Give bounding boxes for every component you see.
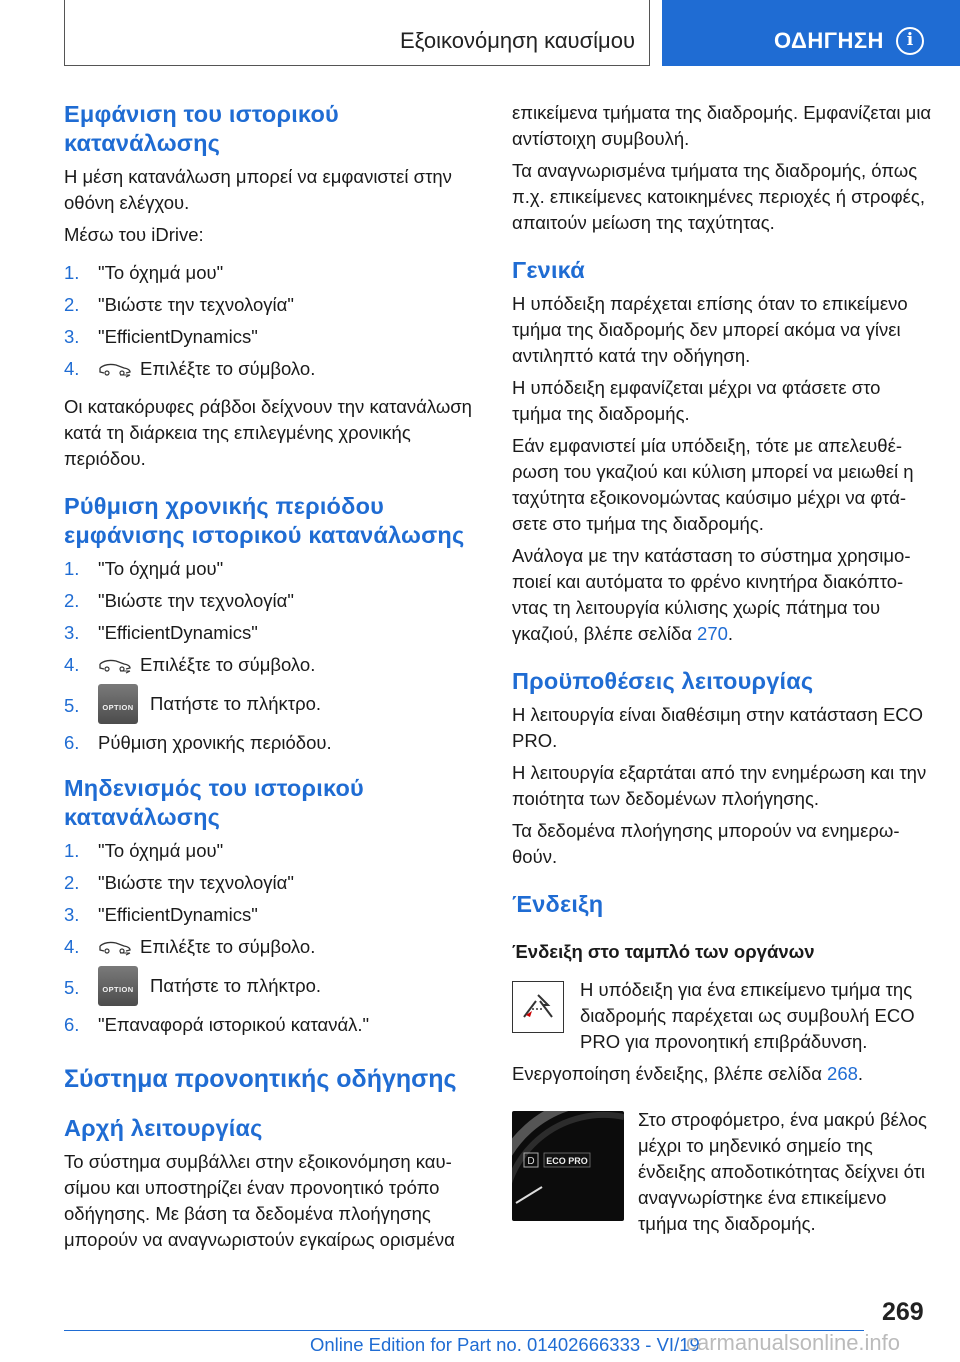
steps-list-2 [64, 556, 484, 756]
efficient-dynamics-car-icon [98, 362, 132, 378]
header-section-box [64, 0, 650, 66]
paragraph: Το σύστημα συμβάλλει στην εξοικονόμηση καυσίμου και υποστηρίζει έναν προνοητικό τρόπο οδήγησης. Με βάση τα δεδομένα πλοήγησης μπορούν να αναγνωριστούν εγκαίρως ορισμένα [64, 1151, 455, 1250]
paragraph: Ενεργοποίηση ένδειξης, βλέπε σελίδα 268. [512, 1063, 864, 1084]
list-item: 5. OPTION Πατήστε το πλήκτρο. [64, 684, 484, 724]
page-link-270[interactable]: 270 [697, 623, 728, 644]
option-button-icon: OPTION [98, 966, 138, 1006]
cluster-tip-row [512, 977, 932, 1055]
paragraph: Οι κατακόρυφες ράβδοι δείχνουν την κατανάλωση κατά τη διάρκεια της επιλεγμένης χρονικής περιόδου. [64, 396, 472, 469]
list-item: 4. Επιλέξτε το σύμβολο. [64, 936, 316, 957]
list-item: 5. OPTION Πατήστε το πλήκτρο. [64, 966, 484, 1006]
list-item: 4. Επιλέξτε το σύμβολο. [64, 358, 316, 379]
list-item: 2. "Βιώστε την τεχνολογία" [64, 590, 294, 611]
watermark: carmanualsonline.info [686, 1330, 901, 1355]
list-item: 1. "Το όχημά μου" [64, 840, 224, 861]
tachometer-image [512, 1111, 624, 1221]
paragraph: Μέσω του iDrive: [64, 224, 204, 245]
gear-indicator: D [527, 1156, 535, 1167]
steps-list-3 [64, 838, 484, 1038]
list-item: 3. "EfficientDynamics" [64, 622, 258, 643]
anticipatory-assistant-icon [512, 981, 564, 1033]
list-item: 2. "Βιώστε την τεχνολογία" [64, 872, 294, 893]
list-item: 2. "Βιώστε την τεχνολογία" [64, 294, 294, 315]
paragraph: Στο στροφόμετρο, ένα μακρύ βέλος μέχρι το μηδενικό σημείο της ένδειξης αποδοτικότητας δείχνει ότι αναγνωρίστηκε ένα επικείμενο τμήμα της διαδρομής. [638, 1109, 927, 1234]
paragraph: Η υπόδειξη παρέχεται επίσης όταν το επικείμενο τμήμα της διαδρομής δεν μπορεί ακόμα να γίνει αντιληπτό κατά την οδήγηση. [512, 293, 908, 366]
header-section-title: Εξοικονόμηση καυσίμου [400, 28, 635, 53]
heading-display-history: Εμφάνιση του ιστορικού κατανάλωσης [64, 101, 339, 156]
paragraph: Τα δεδομένα πλοήγησης μπορούν να ενημερωθούν. [512, 820, 900, 867]
efficient-dynamics-car-icon [98, 940, 132, 956]
header-chapter-title: ΟΔΗΓΗΣΗ [774, 28, 884, 53]
paragraph: Η λειτουργία εξαρτάται από την ενημέρωση και την ποιότητα των δεδομένων πλοήγησης. [512, 762, 927, 809]
paragraph: Ανάλογα με την κατάσταση το σύστημα χρησιμοποιεί και αυτόματα το φρένο κινητήρα διακόπτοντας τη λειτουργία κύλισης χωρίς πάτημα του γκαζιού, βλέπε σελίδα 270. [512, 545, 911, 644]
heading-anticipatory-system: Σύστημα προνοητικής οδήγησης [64, 1065, 457, 1093]
paragraph: Εάν εμφανιστεί μία υπόδειξη, τότε με απελευθέρωση του γκαζιού και κύλιση μπορεί να μειωθεί η ταχύτητα εξοικονομώντας καύσιμο μέχρι να φτάσετε στο τμήμα της διαδρομής. [512, 435, 914, 534]
info-icon[interactable]: i [896, 27, 924, 55]
list-item: 3. "EfficientDynamics" [64, 326, 258, 347]
heading-prerequisites: Προϋποθέσεις λειτουργίας [512, 668, 814, 694]
heading-reset-history: Μηδενισμός του ιστορικού κατανάλωσης [64, 775, 364, 830]
page-number: 269 [882, 1298, 924, 1326]
tachometer-row [512, 1107, 932, 1237]
heading-principle: Αρχή λειτουργίας [64, 1115, 263, 1141]
paragraph: Η υπόδειξη εμφανίζεται μέχρι να φτάσετε στο τμήμα της διαδρομής. [512, 377, 881, 424]
steps-list-1 [64, 260, 484, 382]
heading-general: Γενικά [512, 257, 585, 283]
list-item: 6. "Επαναφορά ιστορικού κατανάλ." [64, 1014, 370, 1035]
header-chapter-box[interactable] [662, 0, 960, 66]
list-item: 1. "Το όχημά μου" [64, 262, 224, 283]
efficient-dynamics-car-icon [98, 658, 132, 674]
paragraph: Η λειτουργία είναι διαθέσιμη στην κατάσταση ECO PRO. [512, 704, 924, 751]
heading-indication: Ένδειξη [512, 891, 604, 917]
list-item: 6. Ρύθμιση χρονικής περιόδου. [64, 732, 332, 753]
heading-instrument-cluster: Ένδειξη στο ταμπλό των οργάνων [512, 941, 815, 962]
footer-edition: Online Edition for Part no. 01402666333 - VI/19 [310, 1334, 700, 1355]
eco-pro-indicator: ECO PRO [546, 1156, 588, 1166]
left-column [64, 100, 484, 1253]
paragraph: επικείμενα τμήματα της διαδρομής. Εμφανίζεται μια αντίστοιχη συμβουλή. [512, 102, 932, 149]
list-item: 3. "EfficientDynamics" [64, 904, 258, 925]
list-item: 4. Επιλέξτε το σύμβολο. [64, 654, 316, 675]
paragraph: Η υπόδειξη για ένα επικείμενο τμήμα της διαδρομής παρέχεται ως συμβουλή ECO PRO για προνοητική επιβράδυνση. [580, 979, 915, 1052]
paragraph: Η μέση κατανάλωση μπορεί να εμφανιστεί στην οθόνη ελέγχου. [64, 166, 452, 213]
paragraph: Τα αναγνωρισμένα τμήματα της διαδρομής, όπως π.χ. επικείμενες κατοικημένες περιοχές ή στροφές, απαιτούν μείωση της ταχύτητας. [512, 160, 925, 233]
list-item: 1. "Το όχημά μου" [64, 558, 224, 579]
option-button-icon: OPTION [98, 684, 138, 724]
right-column [512, 100, 932, 1237]
heading-set-period: Ρύθμιση χρονικής περιόδου εμφάνισης ιστορικού κατανάλωσης [64, 493, 465, 548]
page-link-268[interactable]: 268 [827, 1063, 858, 1084]
